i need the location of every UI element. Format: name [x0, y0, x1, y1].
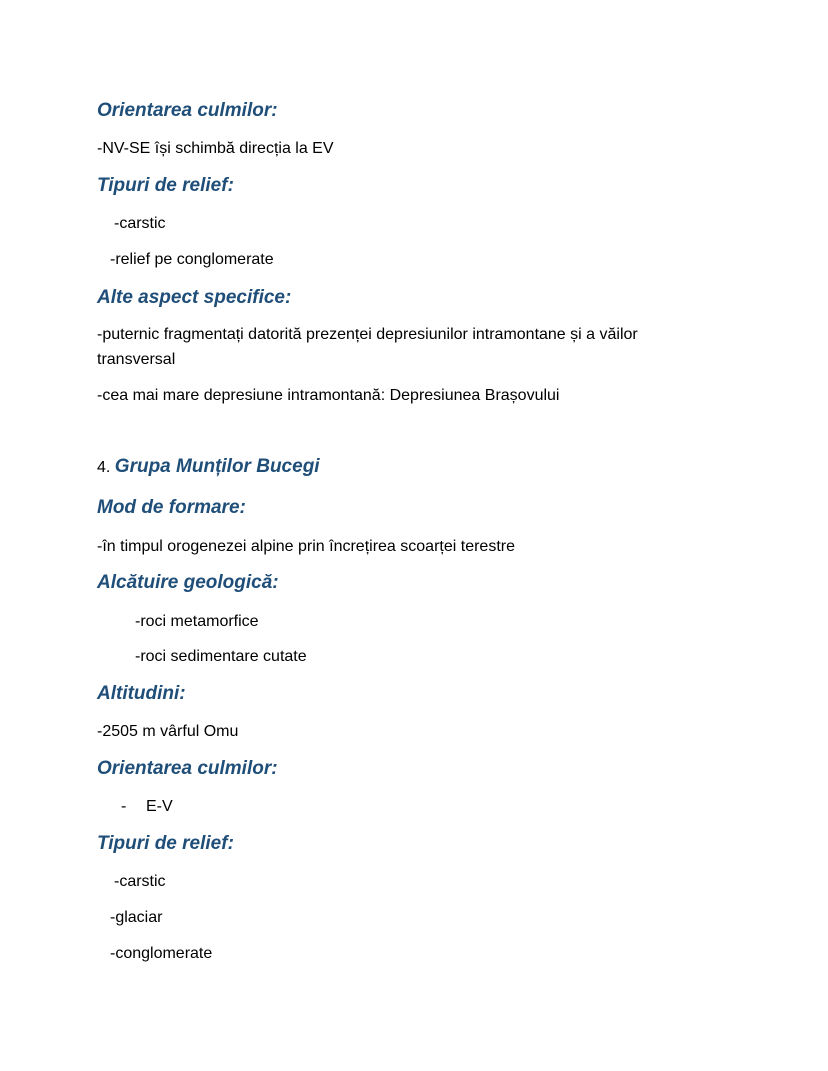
text-fragmentati: -puternic fragmentați datorită prezenței depresiunilor intramontane și a văilor transversal [97, 326, 638, 368]
list-item-carstic-2: -carstic [114, 873, 166, 890]
text-altitudini: -2505 m vârful Omu [97, 723, 239, 740]
text-orientarea: -NV-SE își schimbă direcția la EV [97, 140, 334, 157]
heading-mod-de-formare: Mod de formare: [97, 497, 246, 518]
list-item-relief-conglomerate: -relief pe conglomerate [110, 251, 274, 268]
heading-tipuri-de-relief-2: Tipuri de relief: [97, 833, 234, 854]
bullet-dash: - [121, 798, 127, 815]
text-mod-formare: -în timpul orogenezei alpine prin încrețirea scoarței terestre [97, 538, 515, 555]
section-title-text: Grupa Munților Bucegi [114, 456, 320, 477]
list-item-glaciar: -glaciar [110, 909, 163, 926]
list-item-carstic: -carstic [114, 215, 166, 232]
heading-orientarea-culmilor-2: Orientarea culmilor: [97, 758, 278, 779]
text-depresiune-brasov: -cea mai mare depresiune intramontană: Depresiunea Brașovului [97, 387, 560, 404]
section-title [97, 457, 320, 478]
list-item-roci-sedimentare: -roci sedimentare cutate [135, 648, 307, 665]
list-item-roci-metamorfice: -roci metamorfice [135, 613, 259, 630]
heading-tipuri-de-relief: Tipuri de relief: [97, 175, 234, 196]
heading-alte-aspect-specifice: Alte aspect specifice: [97, 287, 292, 308]
heading-altitudini: Altitudini: [97, 683, 186, 704]
list-item-conglomerate: -conglomerate [110, 945, 213, 962]
heading-alcatuire-geologica: Alcătuire geologică: [97, 572, 279, 593]
heading-orientarea-culmilor: Orientarea culmilor: [97, 100, 278, 121]
text-orientarea-ev: E-V [146, 798, 173, 815]
section-number: 4. [97, 459, 111, 476]
